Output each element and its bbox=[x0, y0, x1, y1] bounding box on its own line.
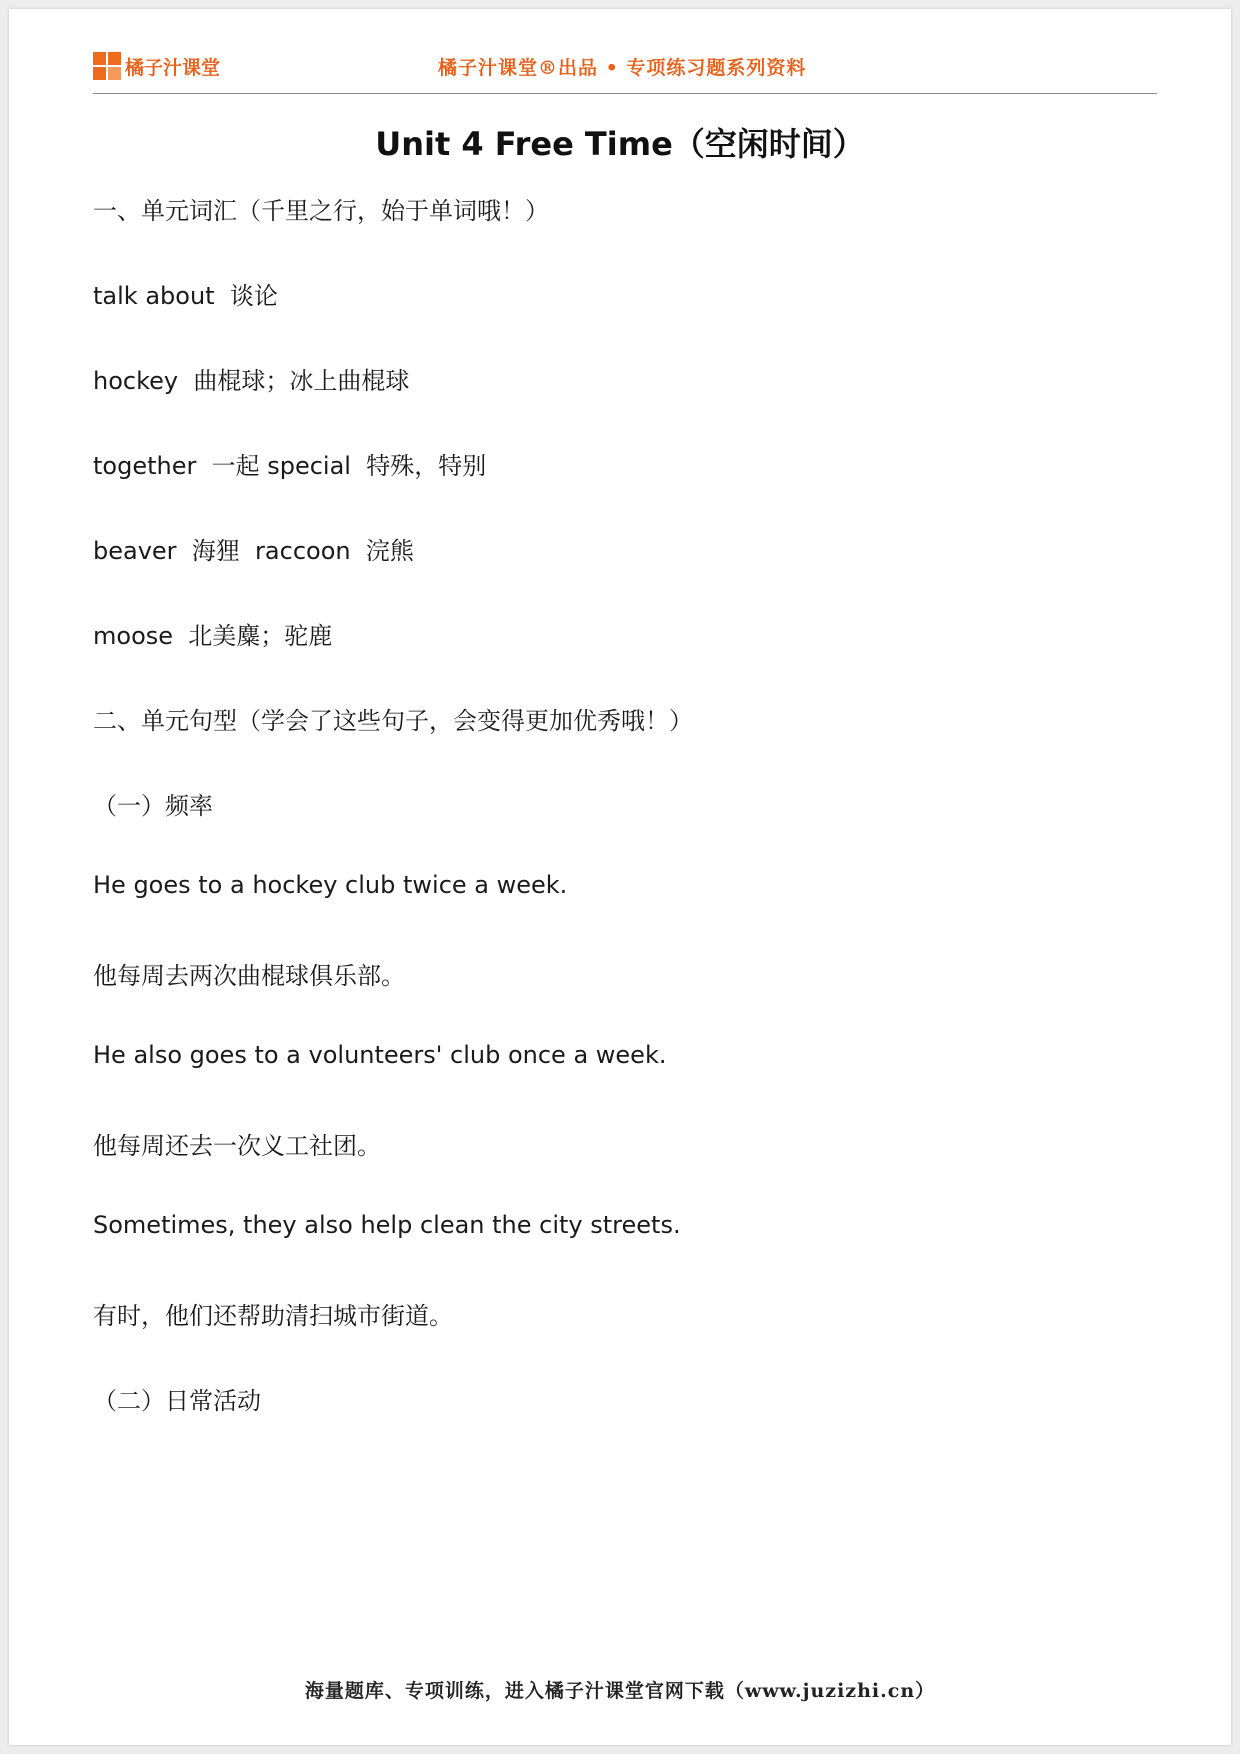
sentence-chinese: 有时，他们还帮助清扫城市街道。 bbox=[93, 1302, 453, 1330]
vocab-line: beaver 海狸 raccoon 浣熊 bbox=[93, 537, 414, 565]
page-footer: 海量题库、专项训练，进入橘子汁课堂官网下载（www.juzizhi.cn） bbox=[304, 1680, 936, 1702]
brand-logo bbox=[93, 49, 220, 83]
vocab-line: hockey 曲棍球；冰上曲棍球 bbox=[93, 367, 410, 395]
page-header bbox=[93, 49, 1157, 85]
subsection-heading-daily-activities: （二）日常活动 bbox=[93, 1387, 261, 1415]
logo-squares-icon bbox=[93, 52, 121, 80]
sentence-chinese: 他每周去两次曲棍球俱乐部。 bbox=[93, 962, 405, 990]
sentence-english: Sometimes, they also help clean the city streets. bbox=[93, 1211, 681, 1239]
sentence-english: He goes to a hockey club twice a week. bbox=[93, 871, 568, 899]
header-divider bbox=[93, 93, 1157, 94]
logo-text: 橘子汁课堂 bbox=[125, 56, 221, 79]
sentence-english: He also goes to a volunteers' club once a week. bbox=[93, 1041, 667, 1069]
document-page bbox=[9, 9, 1231, 1745]
document-title: Unit 4 Free Time（空闲时间） bbox=[375, 125, 865, 163]
vocab-line: together 一起 special 特殊，特别 bbox=[93, 452, 487, 480]
sentence-chinese: 他每周还去一次义工社团。 bbox=[93, 1132, 381, 1160]
section-heading-sentences: 二、单元句型（学会了这些句子，会变得更加优秀哦！） bbox=[93, 707, 693, 735]
vocab-line: moose 北美麋；驼鹿 bbox=[93, 622, 333, 650]
vocab-line: talk about 谈论 bbox=[93, 282, 278, 310]
section-heading-vocabulary: 一、单元词汇（千里之行，始于单词哦！） bbox=[93, 197, 549, 225]
header-title: 橘子汁课堂®出品 • 专项练习题系列资料 bbox=[438, 57, 807, 79]
subsection-heading-frequency: （一）频率 bbox=[93, 792, 213, 820]
